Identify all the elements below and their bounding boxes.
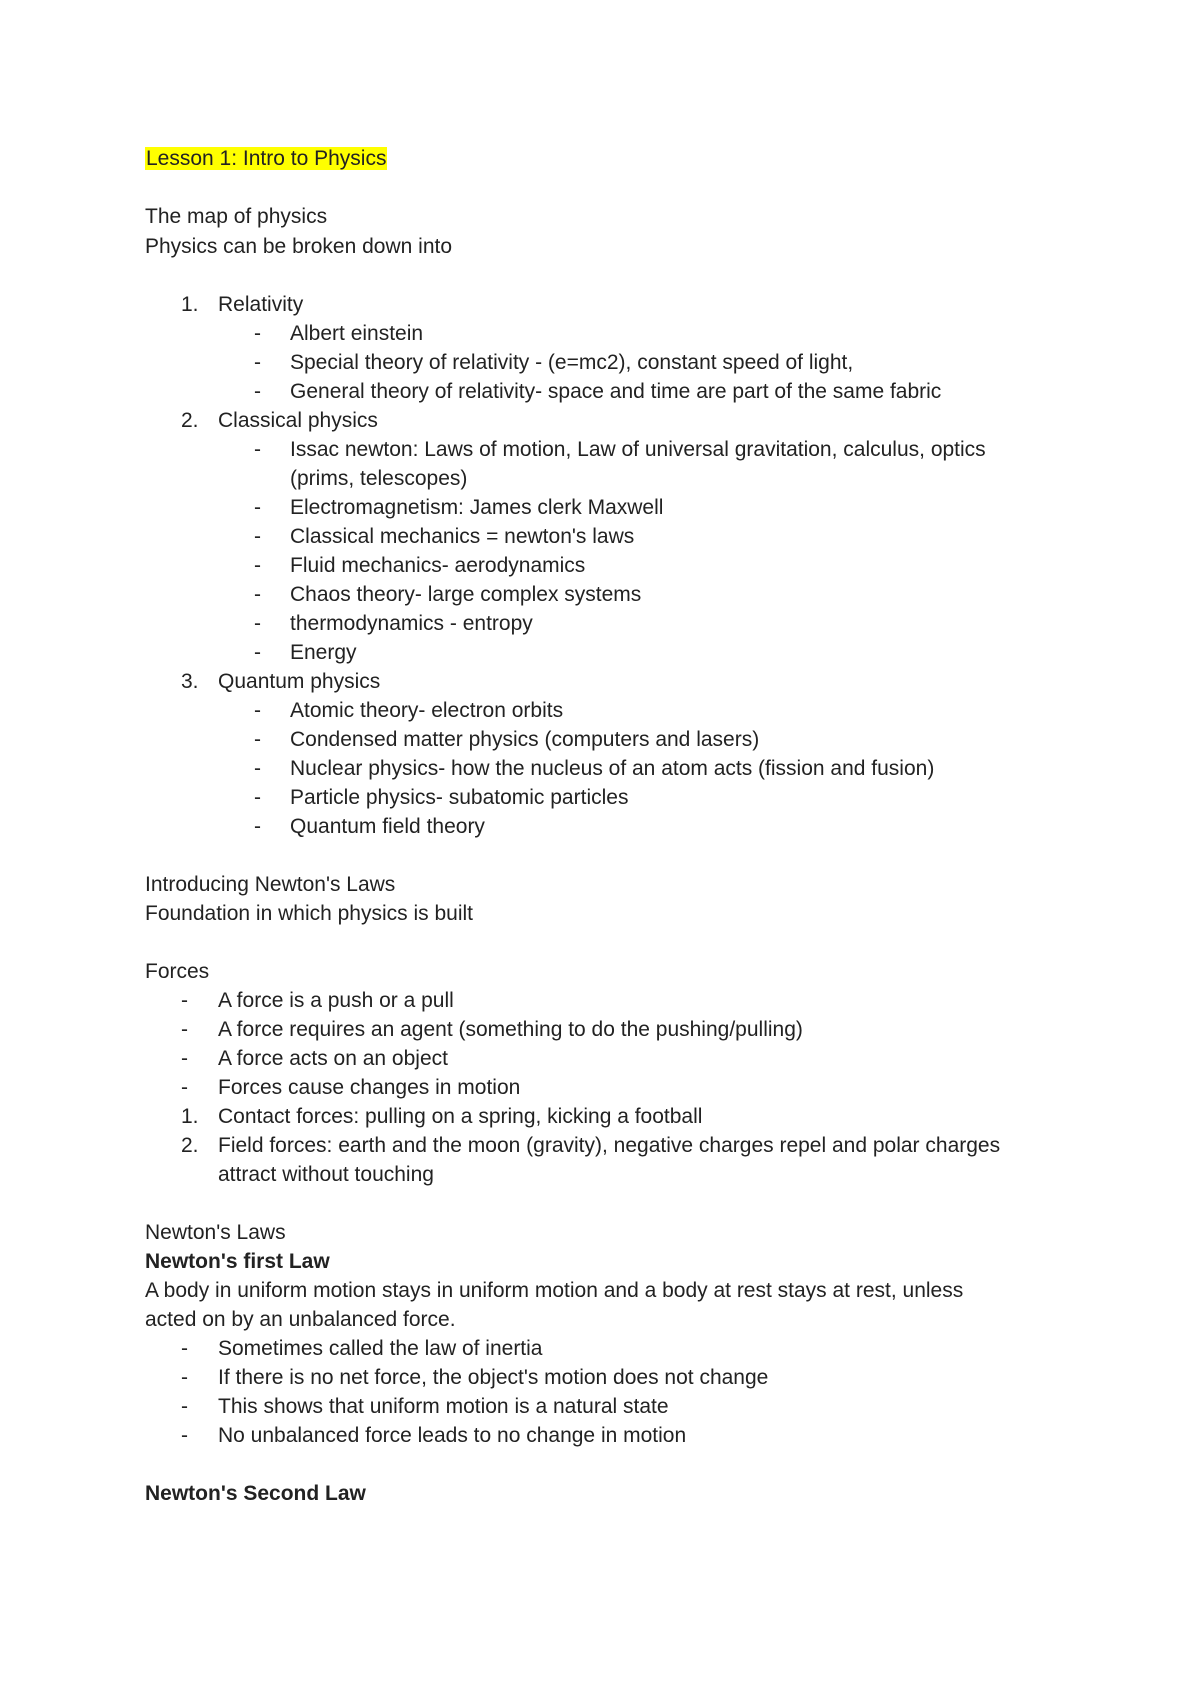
- bullet-dash: -: [181, 1366, 188, 1389]
- laws-heading: Newton's Laws: [145, 1221, 286, 1244]
- second-law-heading: Newton's Second Law: [145, 1482, 366, 1505]
- list-item: A force acts on an object: [218, 1047, 448, 1070]
- list-marker: 2.: [181, 409, 199, 432]
- map-heading: The map of physics: [145, 205, 328, 228]
- first-law-text: A body in uniform motion stays in uniform motion and a body at rest stays at rest, unless: [145, 1279, 964, 1302]
- list-item: Albert einstein: [290, 322, 424, 345]
- branch-label: Quantum physics: [218, 670, 381, 693]
- list-item: Energy: [290, 641, 357, 664]
- bullet-dash: -: [254, 699, 261, 722]
- bullet-dash: -: [181, 989, 188, 1012]
- bullet-dash: -: [254, 728, 261, 751]
- branch-label: Relativity: [218, 293, 304, 316]
- list-marker: 1.: [181, 293, 199, 316]
- list-item: Particle physics- subatomic particles: [290, 786, 629, 809]
- list-item: No unbalanced force leads to no change in motion: [218, 1424, 687, 1447]
- bullet-dash: -: [254, 438, 261, 461]
- list-item: A force is a push or a pull: [218, 989, 454, 1012]
- list-item: Quantum field theory: [290, 815, 485, 838]
- list-item: Special theory of relativity - (e=mc2), constant speed of light,: [290, 351, 854, 374]
- first-law-text: acted on by an unbalanced force.: [145, 1308, 456, 1331]
- list-item: thermodynamics - entropy: [290, 612, 533, 635]
- list-item: If there is no net force, the object's motion does not change: [218, 1366, 769, 1389]
- list-item: Atomic theory- electron orbits: [290, 699, 564, 722]
- list-item: Nuclear physics- how the nucleus of an atom acts (fission and fusion): [290, 757, 935, 780]
- bullet-dash: -: [254, 815, 261, 838]
- list-item: This shows that uniform motion is a natural state: [218, 1395, 669, 1418]
- bullet-dash: -: [254, 583, 261, 606]
- list-marker: 1.: [181, 1105, 199, 1128]
- list-item: General theory of relativity- space and time are part of the same fabric: [290, 380, 942, 403]
- list-item: Issac newton: Laws of motion, Law of universal gravitation, calculus, optics: [290, 438, 986, 461]
- bullet-dash: -: [181, 1337, 188, 1360]
- bullet-dash: -: [254, 786, 261, 809]
- bullet-dash: -: [254, 554, 261, 577]
- branch-label: Classical physics: [218, 409, 378, 432]
- first-law-heading: Newton's first Law: [145, 1250, 330, 1273]
- bullet-dash: -: [254, 612, 261, 635]
- bullet-dash: -: [181, 1047, 188, 1070]
- bullet-dash: -: [254, 641, 261, 664]
- list-item: Electromagnetism: James clerk Maxwell: [290, 496, 664, 519]
- list-item: Forces cause changes in motion: [218, 1076, 521, 1099]
- bullet-dash: -: [181, 1395, 188, 1418]
- bullet-dash: -: [181, 1076, 188, 1099]
- bullet-dash: -: [254, 322, 261, 345]
- list-item-continuation: attract without touching: [218, 1163, 434, 1186]
- bullet-dash: -: [254, 496, 261, 519]
- list-item: Condensed matter physics (computers and lasers): [290, 728, 760, 751]
- list-marker: 2.: [181, 1134, 199, 1157]
- bullet-dash: -: [181, 1424, 188, 1447]
- list-marker: 3.: [181, 670, 199, 693]
- bullet-dash: -: [254, 380, 261, 403]
- bullet-dash: -: [254, 757, 261, 780]
- bullet-dash: -: [254, 351, 261, 374]
- list-item: Chaos theory- large complex systems: [290, 583, 642, 606]
- list-item-continuation: (prims, telescopes): [290, 467, 468, 490]
- lesson-title: Lesson 1: Intro to Physics: [146, 147, 387, 170]
- list-item: Contact forces: pulling on a spring, kicking a football: [218, 1105, 703, 1128]
- newton-intro-heading: Introducing Newton's Laws: [145, 873, 396, 896]
- list-item: Fluid mechanics- aerodynamics: [290, 554, 586, 577]
- newton-intro-text: Foundation in which physics is built: [145, 902, 474, 925]
- list-item: Classical mechanics = newton's laws: [290, 525, 635, 548]
- bullet-dash: -: [181, 1018, 188, 1041]
- bullet-dash: -: [254, 525, 261, 548]
- list-item: Field forces: earth and the moon (gravity), negative charges repel and polar charges: [218, 1134, 1001, 1157]
- list-item: A force requires an agent (something to do the pushing/pulling): [218, 1018, 803, 1041]
- map-intro: Physics can be broken down into: [145, 235, 453, 258]
- list-item: Sometimes called the law of inertia: [218, 1337, 543, 1360]
- forces-heading: Forces: [145, 960, 210, 983]
